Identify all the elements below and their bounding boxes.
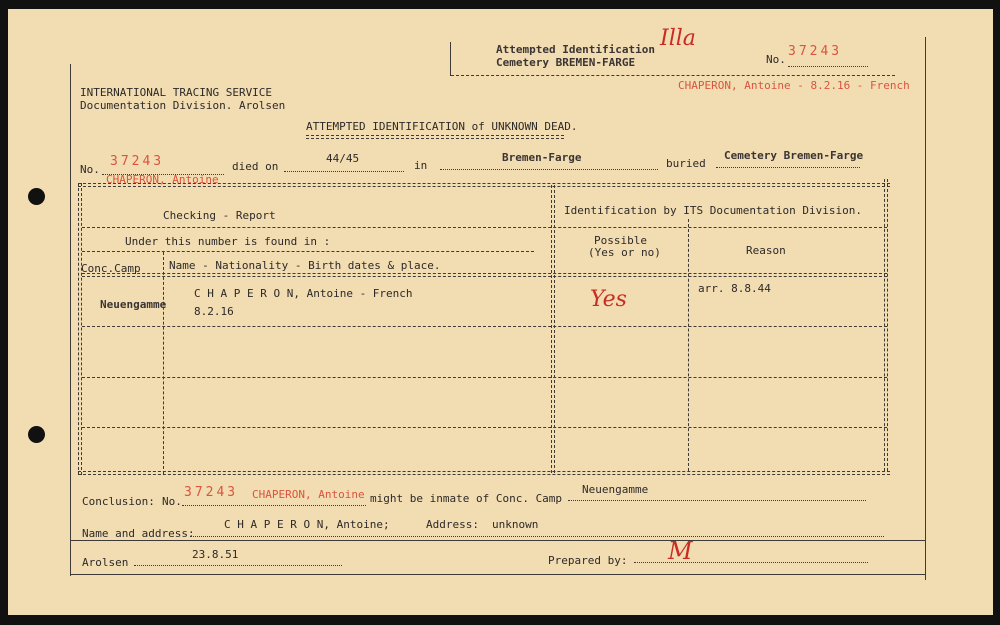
punch-hole-top bbox=[28, 188, 45, 205]
side-note: CHAPERON, Antoine - 8.2.16 - French bbox=[678, 79, 910, 92]
table-top-border bbox=[78, 183, 890, 187]
table-bottom-border bbox=[78, 471, 890, 475]
punch-hole-bottom bbox=[28, 426, 45, 443]
top-place-dots bbox=[440, 169, 658, 170]
conclusion-text: might be inmate of Conc. Camp bbox=[370, 492, 563, 505]
org-line1: INTERNATIONAL TRACING SERVICE bbox=[80, 86, 273, 99]
top-place-value: Bremen-Farge bbox=[502, 151, 582, 164]
table-col-name: Name - Nationality - Birth dates & place. bbox=[169, 259, 441, 272]
table-col-reason: Reason bbox=[746, 244, 786, 257]
top-died-value: 44/45 bbox=[326, 152, 360, 165]
conclusion-no-label: No. bbox=[162, 495, 182, 508]
row-birth: 8.2.16 bbox=[194, 305, 234, 318]
org-line2: Documentation Division. Arolsen bbox=[80, 99, 286, 112]
table-row-rule-3 bbox=[82, 427, 887, 428]
footer-prepared-label: Prepared by: bbox=[548, 554, 628, 567]
header-no-value: 37243 bbox=[788, 44, 843, 59]
row-possible: Yes bbox=[590, 287, 627, 312]
table-identification-header: Identification by ITS Documentation Division. bbox=[564, 204, 863, 217]
name-address-label: Name and address: bbox=[82, 527, 195, 540]
footer-date: 23.8.51 bbox=[192, 548, 239, 561]
table-row-rule-1 bbox=[82, 326, 887, 327]
top-died-label: died on bbox=[232, 160, 279, 173]
form-title: ATTEMPTED IDENTIFICATION of UNKNOWN DEAD. bbox=[306, 120, 578, 133]
top-buried-label: buried bbox=[666, 157, 706, 170]
conclusion-camp-dots bbox=[568, 500, 866, 501]
row-camp: Neuengamme bbox=[100, 298, 167, 311]
top-died-dots bbox=[284, 171, 404, 172]
table-subheader-rule bbox=[82, 251, 534, 252]
conclusion-no-value: 37243 bbox=[184, 485, 239, 500]
form-bottom-border bbox=[70, 574, 926, 575]
table-mid-divider bbox=[551, 185, 555, 473]
document-card bbox=[8, 9, 993, 615]
form-right-border bbox=[925, 37, 926, 580]
header-signature: Illa bbox=[660, 26, 696, 51]
table-col-possible-sub: (Yes or no) bbox=[588, 246, 661, 259]
table-col-camp: Conc.Camp bbox=[81, 262, 141, 275]
table-column-header-rule bbox=[82, 273, 887, 277]
table-under-number: Under this number is found in : bbox=[125, 235, 331, 248]
top-no-label: No. bbox=[80, 163, 100, 176]
top-no-value: 37243 bbox=[110, 154, 165, 169]
footer-place: Arolsen bbox=[82, 556, 129, 569]
table-col-possible: Possible bbox=[594, 234, 647, 247]
row-reason: arr. 8.8.44 bbox=[698, 282, 771, 295]
name-address-name: C H A P E R O N, Antoine; bbox=[224, 518, 390, 531]
form-left-border bbox=[70, 64, 71, 576]
top-buried-value: Cemetery Bremen-Farge bbox=[724, 149, 864, 162]
footer-date-dots bbox=[134, 565, 342, 566]
top-name-note: CHAPERON, Antoine bbox=[106, 173, 219, 186]
footer-prepared-dots bbox=[634, 562, 868, 563]
conclusion-camp: Neuengamme bbox=[582, 483, 649, 496]
conclusion-label: Conclusion: bbox=[82, 495, 155, 508]
header-title-line1: Attempted Identification bbox=[496, 43, 655, 56]
header-no-dots bbox=[788, 66, 868, 67]
name-address-rule bbox=[70, 540, 926, 541]
table-reason-divider bbox=[688, 219, 689, 471]
header-title-line2: Cemetery BREMEN-FARGE bbox=[496, 56, 636, 69]
table-checking-report: Checking - Report bbox=[163, 209, 276, 222]
top-in-label: in bbox=[414, 159, 428, 172]
address-label: Address: bbox=[426, 518, 479, 531]
conclusion-no-dots bbox=[182, 505, 366, 506]
table-camp-divider bbox=[163, 252, 164, 474]
address-value: unknown bbox=[492, 518, 539, 531]
table-row-rule-2 bbox=[82, 377, 887, 378]
top-buried-dots bbox=[716, 167, 860, 168]
header-no-label: No. bbox=[766, 53, 786, 66]
conclusion-name: CHAPERON, Antoine bbox=[252, 488, 365, 501]
footer-initials: M bbox=[668, 537, 693, 565]
row-name: C H A P E R O N, Antoine - French bbox=[194, 287, 413, 300]
name-address-dots bbox=[190, 536, 884, 537]
form-title-underline bbox=[306, 135, 564, 139]
table-header-rule bbox=[82, 227, 887, 228]
